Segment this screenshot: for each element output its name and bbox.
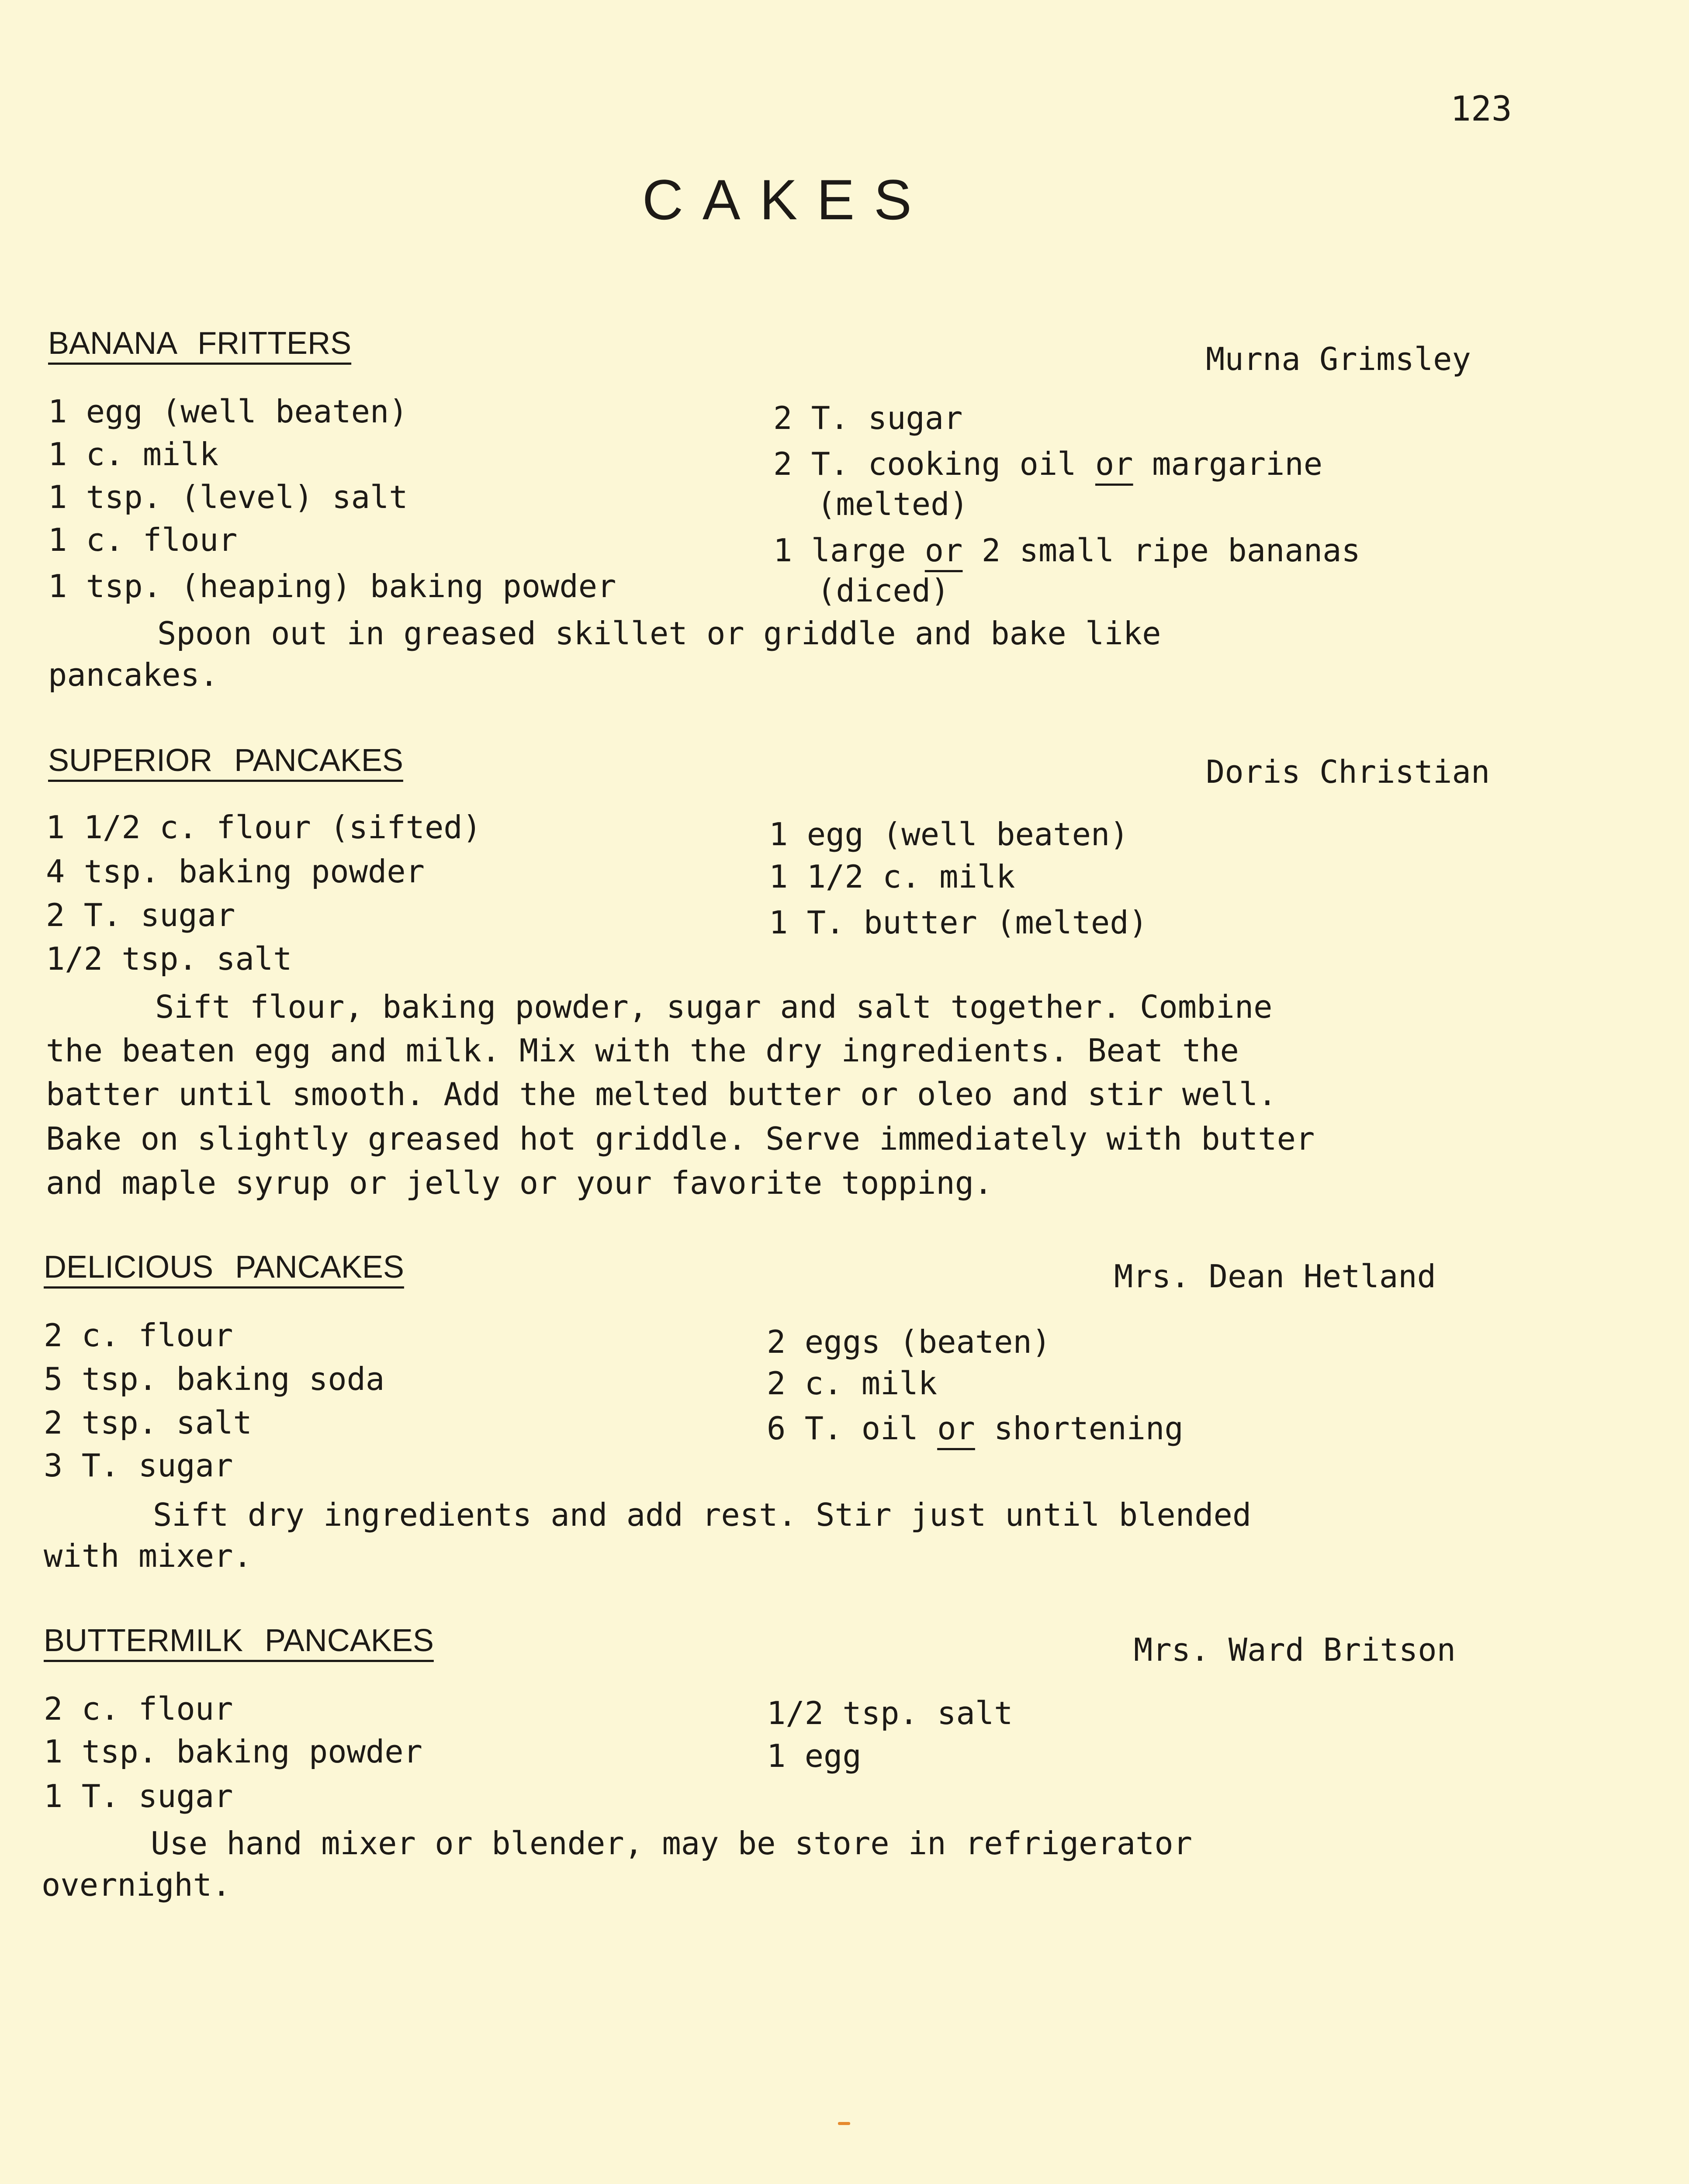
- ingredient: 2 c. flour: [44, 1690, 233, 1727]
- ingredient: 1 T. sugar: [44, 1778, 233, 1814]
- directions-line: Sift flour, baking powder, sugar and salt together. Combine: [155, 988, 1273, 1025]
- ingredient: 1 egg (well beaten): [48, 393, 408, 430]
- directions-line: Sift dry ingredients and add rest. Stir just until blended: [153, 1496, 1252, 1533]
- ingredient: 2 tsp. salt: [44, 1404, 252, 1441]
- directions-line: Spoon out in greased skillet or griddle and bake like: [157, 615, 1161, 652]
- ingredient: 1 1/2 c. flour (sifted): [46, 809, 481, 846]
- ingredient: (melted): [817, 486, 969, 522]
- underlined-or: or: [924, 532, 963, 569]
- directions-line: Use hand mixer or blender, may be store in refrigerator: [151, 1825, 1193, 1862]
- directions-line: pancakes.: [48, 657, 219, 693]
- ingredient: 2 c. flour: [44, 1317, 233, 1354]
- ingredient-text: 1 large or 2 small ripe bananas: [773, 532, 1360, 569]
- ingredient: (diced): [817, 572, 950, 609]
- underlined-or: or: [937, 1410, 975, 1447]
- ingredient: 2 eggs (beaten): [767, 1324, 1051, 1360]
- ingredient-with-underline: [767, 1410, 1184, 1447]
- ingredient-text: 6 T. oil or shortening: [767, 1410, 1184, 1447]
- ingredient: 2 T. sugar: [773, 400, 963, 436]
- page-number: 123: [1450, 90, 1512, 129]
- directions-line: Bake on slightly greased hot griddle. Serve immediately with butter: [46, 1120, 1315, 1157]
- directions-line: batter until smooth. Add the melted butter or oleo and stir well.: [46, 1076, 1277, 1113]
- ingredient: 1 c. flour: [48, 522, 238, 558]
- recipe-title: BUTTERMILK PANCAKES: [44, 1623, 434, 1658]
- ingredient: 5 tsp. baking soda: [44, 1361, 385, 1397]
- ingredient: 1 tsp. baking powder: [44, 1733, 422, 1770]
- ingredient: 1/2 tsp. salt: [767, 1695, 1013, 1731]
- ingredient: 1 1/2 c. milk: [769, 858, 1015, 895]
- recipe-author: Mrs. Ward Britson: [1134, 1631, 1456, 1668]
- ingredient: 1 egg: [767, 1738, 862, 1774]
- ingredient-with-underline: [773, 532, 1360, 569]
- recipe-title: BANANA FRITTERS: [48, 326, 352, 361]
- underlined-or: or: [1095, 446, 1133, 482]
- ingredient: 3 T. sugar: [44, 1447, 233, 1484]
- decorative-dash: [838, 2122, 850, 2125]
- ingredient: 1 egg (well beaten): [769, 816, 1129, 853]
- ingredient: 1 T. butter (melted): [769, 904, 1148, 941]
- recipe-title: SUPERIOR PANCAKES: [48, 743, 403, 778]
- directions-line: the beaten egg and milk. Mix with the dry ingredients. Beat the: [46, 1032, 1239, 1069]
- recipe-title: DELICIOUS PANCAKES: [44, 1250, 404, 1285]
- ingredient-text: 2 T. cooking oil or margarine: [773, 446, 1323, 482]
- ingredient: 1 c. milk: [48, 436, 219, 473]
- directions-line: and maple syrup or jelly or your favorite topping.: [46, 1165, 993, 1201]
- recipe-author: Mrs. Dean Hetland: [1114, 1258, 1436, 1295]
- ingredient: 2 T. sugar: [46, 897, 235, 933]
- directions-line: overnight.: [42, 1866, 231, 1903]
- ingredient: 4 tsp. baking powder: [46, 853, 425, 890]
- ingredient: 1/2 tsp. salt: [46, 940, 292, 977]
- recipe-author: Murna Grimsley: [1206, 341, 1471, 377]
- ingredient-with-underline: [773, 446, 1322, 482]
- recipe-author: Doris Christian: [1206, 753, 1490, 790]
- ingredient: 1 tsp. (level) salt: [48, 479, 408, 515]
- ingredient: 1 tsp. (heaping) baking powder: [48, 568, 616, 605]
- directions-line: with mixer.: [44, 1538, 252, 1574]
- section-heading: CAKES: [642, 168, 931, 232]
- ingredient: 2 c. milk: [767, 1365, 938, 1402]
